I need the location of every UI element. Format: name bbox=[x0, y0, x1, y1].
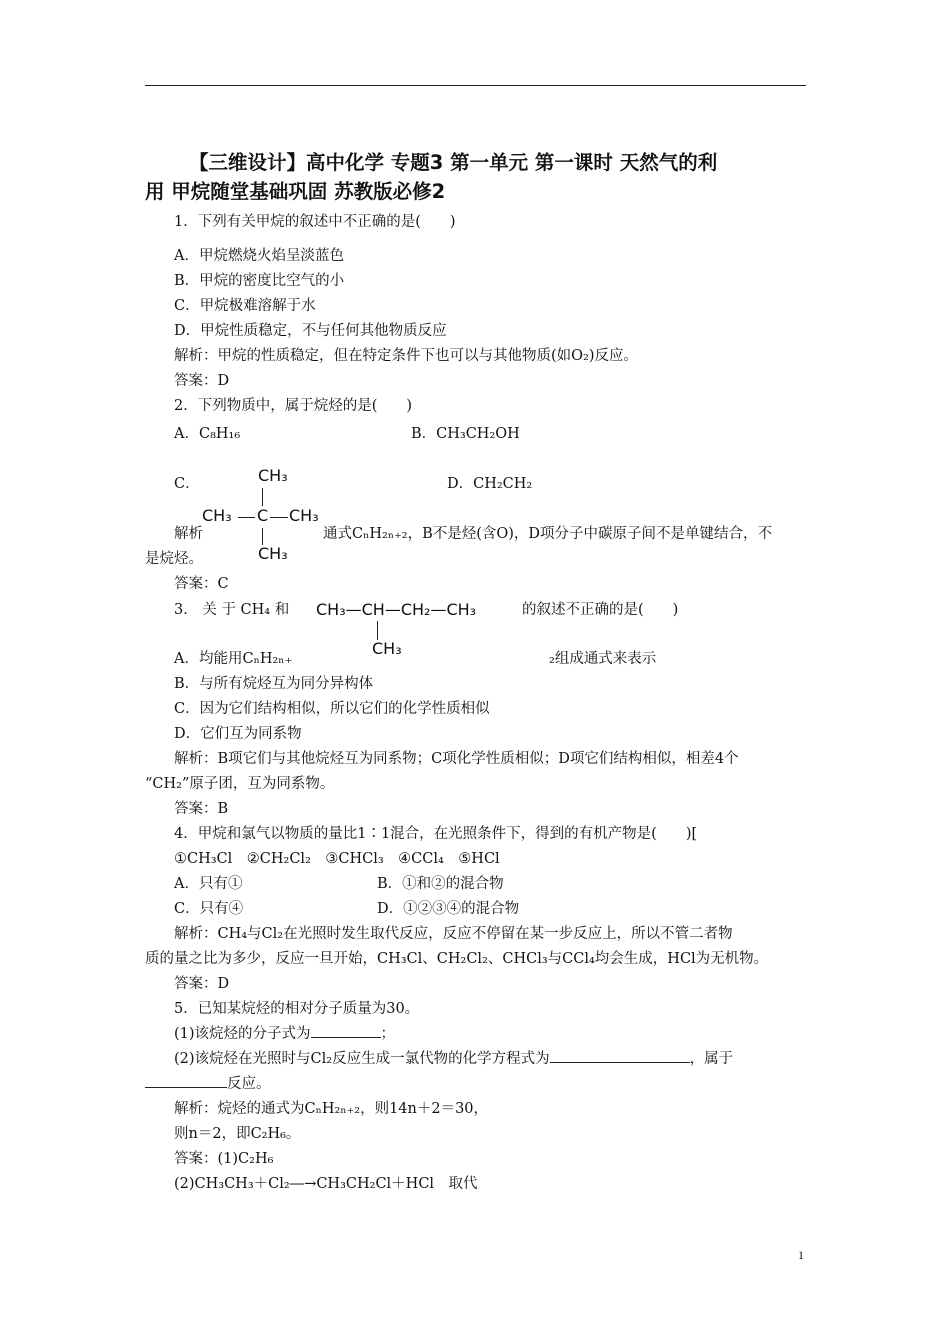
q5-answer-2: (2)CH₃CH₃＋Cl₂―→CH₃CH₂Cl＋HCl 取代 bbox=[174, 1176, 478, 1192]
q2-mol-bond-top bbox=[262, 488, 263, 506]
q4-stem: 4．甲烷和氯气以物质的量比1∶1混合，在光照条件下，得到的有机产物是( )[ bbox=[174, 826, 698, 842]
q3-option-d: D．它们互为同系物 bbox=[174, 726, 302, 742]
q1-stem: 1．下列有关甲烷的叙述中不正确的是( ) bbox=[174, 214, 456, 230]
q3-mol-branch: CH₃ bbox=[372, 639, 402, 658]
q3-mol-chain: CH₃—CH—CH₂—CH₃ bbox=[316, 600, 477, 619]
q2-analysis-label: 解析 bbox=[174, 526, 203, 542]
q5-part1-end: ； bbox=[380, 1026, 396, 1042]
q5-part1-text: (1)该烷烃的分子式为 bbox=[174, 1026, 311, 1042]
q2-answer: 答案：C bbox=[174, 576, 229, 592]
header-rule bbox=[145, 85, 806, 86]
q2-analysis-text: 通式CₙH₂ₙ₊₂，B不是烃(含O)，D项分子中碳原子间不是单键结合，不 bbox=[323, 526, 773, 542]
q2-option-d: D．CH₂CH₂ bbox=[447, 476, 533, 492]
q3-option-c: C．因为它们结构相似，所以它们的化学性质相似 bbox=[174, 701, 490, 717]
q4-answer: 答案：D bbox=[174, 976, 230, 992]
q2-mol-left: CH₃ bbox=[202, 506, 232, 525]
q5-answer-1: 答案：(1)C₂H₆ bbox=[174, 1151, 274, 1167]
q2-option-a: A．C₈H₁₆ bbox=[174, 426, 241, 442]
q2-mol-bond-left bbox=[238, 517, 255, 518]
q2-mol-bond-right bbox=[270, 517, 288, 518]
q2-mol-right: CH₃ bbox=[289, 506, 319, 525]
q1-option-d: D．甲烷性质稳定，不与任何其他物质反应 bbox=[174, 323, 447, 339]
q4-option-a: A．只有① bbox=[174, 876, 243, 892]
q5-part1-blank bbox=[311, 1037, 381, 1038]
q1-option-c: C．甲烷极难溶解于水 bbox=[174, 298, 316, 314]
q2-option-b: B．CH₃CH₂OH bbox=[411, 426, 520, 442]
q2-option-c: C． bbox=[174, 476, 200, 492]
q3-analysis-1: 解析：B项它们与其他烷烃互为同系物；C项化学性质相似；D项它们结构相似，相差4个 bbox=[174, 751, 739, 767]
q1-option-b: B．甲烷的密度比空气的小 bbox=[174, 273, 345, 289]
q4-analysis-2: 质的量之比为多少，反应一旦开始，CH₃Cl、CH₂Cl₂、CHCl₃与CCl₄均会生成，HCl为无机物。 bbox=[145, 951, 769, 967]
q4-products: ①CH₃Cl ②CH₂Cl₂ ③CHCl₃ ④CCl₄ ⑤HCl bbox=[174, 851, 500, 867]
q3-stem-pre: 3． 关 于 CH₄ 和 bbox=[174, 602, 290, 618]
q2-stem: 2．下列物质中，属于烷烃的是( ) bbox=[174, 398, 413, 414]
q5-part2-line2: 反应。 bbox=[227, 1076, 271, 1092]
q1-option-a: A．甲烷燃烧火焰呈淡蓝色 bbox=[174, 248, 344, 264]
q4-option-d: D．①②③④的混合物 bbox=[377, 901, 520, 917]
q5-analysis-1: 解析：烷烃的通式为CₙH₂ₙ₊₂，则14n＋2＝30， bbox=[174, 1101, 489, 1117]
title-line-1: 【三维设计】高中化学 专题3 第一单元 第一课时 天然气的利 bbox=[189, 151, 718, 174]
q3-mol-bond bbox=[377, 621, 378, 640]
q5-part2-cont bbox=[145, 1074, 271, 1094]
q4-option-c: C．只有④ bbox=[174, 901, 244, 917]
q2-mol-bottom: CH₃ bbox=[258, 544, 288, 563]
q3-analysis-2: “CH₂”原子团，互为同系物。 bbox=[145, 776, 335, 792]
q3-answer: 答案：B bbox=[174, 801, 229, 817]
q2-analysis-cont: 是烷烃。 bbox=[145, 551, 203, 567]
q3-option-a-post: ₂组成通式来表示 bbox=[549, 651, 657, 667]
q5-part2 bbox=[174, 1049, 733, 1069]
q5-part2-end: ，属于 bbox=[689, 1051, 734, 1067]
q3-option-a-pre: A．均能用CₙH₂ₙ₊ bbox=[174, 651, 293, 667]
q3-option-b: B．与所有烷烃互为同分异构体 bbox=[174, 676, 374, 692]
q3-stem-post: 的叙述不正确的是( ) bbox=[522, 602, 679, 618]
q5-stem: 5．已知某烷烃的相对分子质量为30。 bbox=[174, 1001, 420, 1017]
title-line-2: 用 甲烷随堂基础巩固 苏教版必修2 bbox=[145, 180, 446, 203]
document-title bbox=[145, 148, 806, 206]
q2-mol-center: C bbox=[257, 506, 269, 525]
q1-answer: 答案：D bbox=[174, 373, 230, 389]
q5-part2-blank-2 bbox=[145, 1087, 227, 1088]
q4-analysis-1: 解析：CH₄与Cl₂在光照时发生取代反应，反应不停留在某一步反应上，所以不管二者物 bbox=[174, 926, 733, 942]
q1-analysis: 解析：甲烷的性质稳定，但在特定条件下也可以与其他物质(如O₂)反应。 bbox=[174, 348, 639, 364]
q5-part2-blank bbox=[550, 1062, 690, 1063]
q2-mol-bond-bottom bbox=[262, 528, 263, 545]
q5-analysis-2: 则n＝2，即C₂H₆。 bbox=[174, 1126, 301, 1142]
q5-part2-text: (2)该烷烃在光照时与Cl₂反应生成一氯代物的化学方程式为 bbox=[174, 1051, 550, 1067]
page-number: 1 bbox=[798, 1248, 804, 1262]
q4-option-b: B．①和②的混合物 bbox=[377, 876, 504, 892]
q5-part1 bbox=[174, 1024, 395, 1044]
q2-mol-top: CH₃ bbox=[258, 466, 288, 485]
